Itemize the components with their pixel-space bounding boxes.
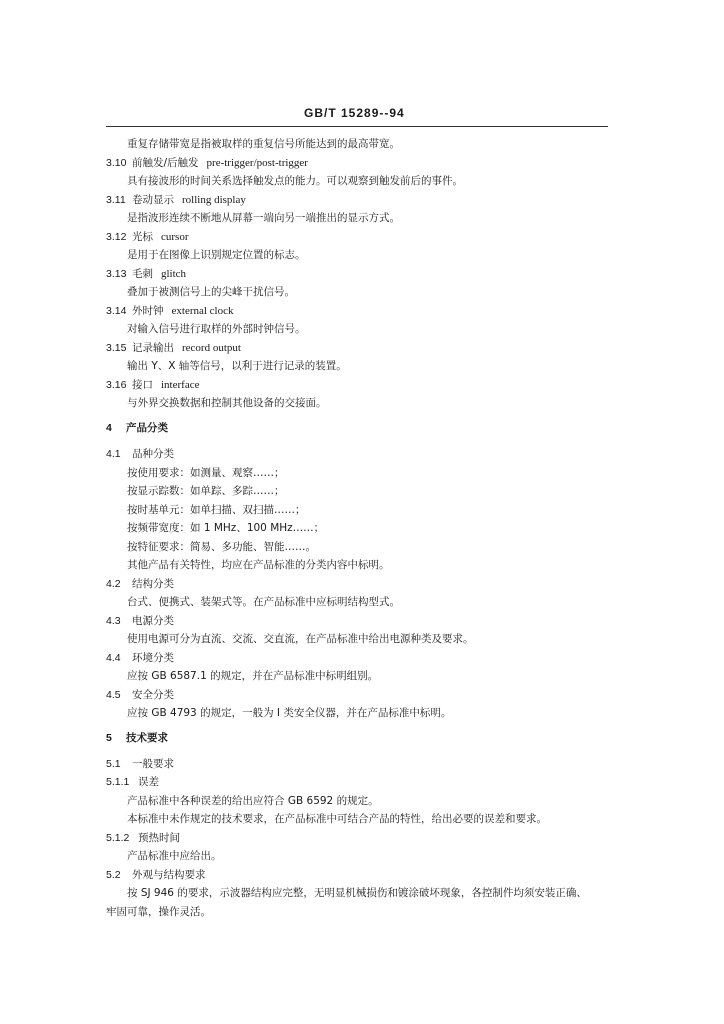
body-text-line: 具有接波形的时间关系选择触发点的能力。可以观察到触发前后的事件。 [127,175,463,187]
clause-heading [106,577,174,591]
clause-heading [106,447,174,461]
body-text-line: 按显示踪数：如单踪、多踪……； [127,485,285,497]
standard-number-header: GB/T 15289--94 [304,106,405,120]
clause-heading [106,304,234,318]
clause-heading [106,267,186,281]
clause-number: 4.5 [106,689,121,701]
body-text-line: 与外界交换数据和控制其他设备的交接面。 [127,397,327,409]
clause-number: 4.4 [106,652,121,664]
english-term: rolling display [182,194,246,206]
clause-heading [106,614,174,628]
clause-number: 4.2 [106,578,121,590]
clause-heading [106,378,199,392]
clause-number: 5.2 [106,869,121,881]
body-text-line: 应按 GB 6587.1 的规定，并在产品标准中标明组别。 [127,670,379,682]
section-heading [106,731,168,745]
clause-number: 4 [106,422,112,434]
clause-term: 预热时间 [138,832,180,844]
clause-term: 产品分类 [126,422,168,434]
clause-term: 电源分类 [132,615,174,627]
clause-term: 安全分类 [132,689,174,701]
body-text-line: 重复存储带宽是指被取样的重复信号所能达到的最高带宽。 [127,138,400,150]
english-term: cursor [161,231,189,243]
clause-number: 4.1 [106,448,121,460]
clause-term: 光标 [132,231,153,243]
clause-number: 3.12 [106,231,127,243]
clause-number: 4.3 [106,615,121,627]
english-term: pre-trigger/post-trigger [206,157,308,169]
clause-term: 外观与结构要求 [132,869,206,881]
body-text-line: 叠加于被测信号上的尖峰干扰信号。 [127,286,295,298]
clause-term: 外时钟 [132,305,164,317]
clause-heading [106,341,241,355]
clause-number: 3.15 [106,342,127,354]
body-text-line: 是指波形连续不断地从屏幕一端向另一端推出的显示方式。 [127,212,400,224]
english-term: glitch [161,268,187,280]
english-term: interface [161,379,200,391]
body-text-line: 输出 Y、X 轴等信号，以利于进行记录的装置。 [127,360,347,372]
body-text-line: 应按 GB 4793 的规定，一般为 I 类安全仪器，并在产品标准中标明。 [127,707,452,719]
clause-number: 3.13 [106,268,127,280]
clause-term: 记录输出 [132,342,174,354]
body-text-line: 牢固可靠，操作灵活。 [106,906,211,918]
clause-number: 5.1.1 [106,776,130,788]
clause-term: 毛刺 [132,268,153,280]
clause-term: 技术要求 [126,732,168,744]
body-text-line: 本标准中未作规定的技术要求，在产品标准中可结合产品的特性，给出必要的误差和要求。 [127,813,547,825]
clause-heading [106,230,189,244]
clause-term: 结构分类 [132,578,174,590]
clause-heading [106,651,174,665]
section-heading [106,421,168,435]
clause-heading [106,757,174,771]
clause-heading [106,156,308,170]
clause-heading [106,688,174,702]
clause-number: 3.11 [106,194,126,206]
clause-number: 5.1.2 [106,832,130,844]
body-text-line: 按使用要求：如测量、观察……； [127,467,285,479]
clause-heading [106,775,159,789]
clause-number: 5 [106,732,112,744]
clause-heading [106,868,206,882]
clause-term: 卷动显示 [132,194,174,206]
body-text-line: 按时基单元：如单扫描、双扫描……； [127,504,306,516]
body-text-line: 其他产品有关特性，均应在产品标准的分类内容中标明。 [127,559,390,571]
clause-term: 品种分类 [132,448,174,460]
body-text-line: 按特征要求：简易、多功能、智能……。 [127,541,316,553]
body-text-line: 对输入信号进行取样的外部时钟信号。 [127,323,306,335]
body-text-line: 是用于在图像上识别规定位置的标志。 [127,249,306,261]
clause-number: 3.14 [106,305,127,317]
clause-number: 5.1 [106,758,121,770]
english-term: external clock [171,305,234,317]
body-text-line: 产品标准中应给出。 [127,850,222,862]
clause-number: 3.16 [106,379,127,391]
clause-number: 3.10 [106,157,127,169]
clause-term: 一般要求 [132,758,174,770]
body-text-line: 按 SJ 946 的要求，示波器结构应完整，无明显机械损伤和镀涂破坏现象，各控制件均须安装正确、 [127,887,587,899]
english-term: record output [182,342,241,354]
body-text-line: 按频带宽度：如 1 MHz、100 MHz……； [127,522,325,534]
clause-term: 前触发/后触发 [132,157,199,169]
body-text-line: 使用电源可分为直流、交流、交直流，在产品标准中给出电源种类及要求。 [127,633,474,645]
clause-heading [106,193,246,207]
clause-heading [106,831,180,845]
clause-term: 接口 [132,379,153,391]
body-text-line: 台式、便携式、装架式等。在产品标准中应标明结构型式。 [127,596,400,608]
clause-term: 误差 [138,776,159,788]
body-text-line: 产品标准中各种误差的给出应符合 GB 6592 的规定。 [127,795,379,807]
header-rule [106,126,608,127]
clause-term: 环境分类 [132,652,174,664]
